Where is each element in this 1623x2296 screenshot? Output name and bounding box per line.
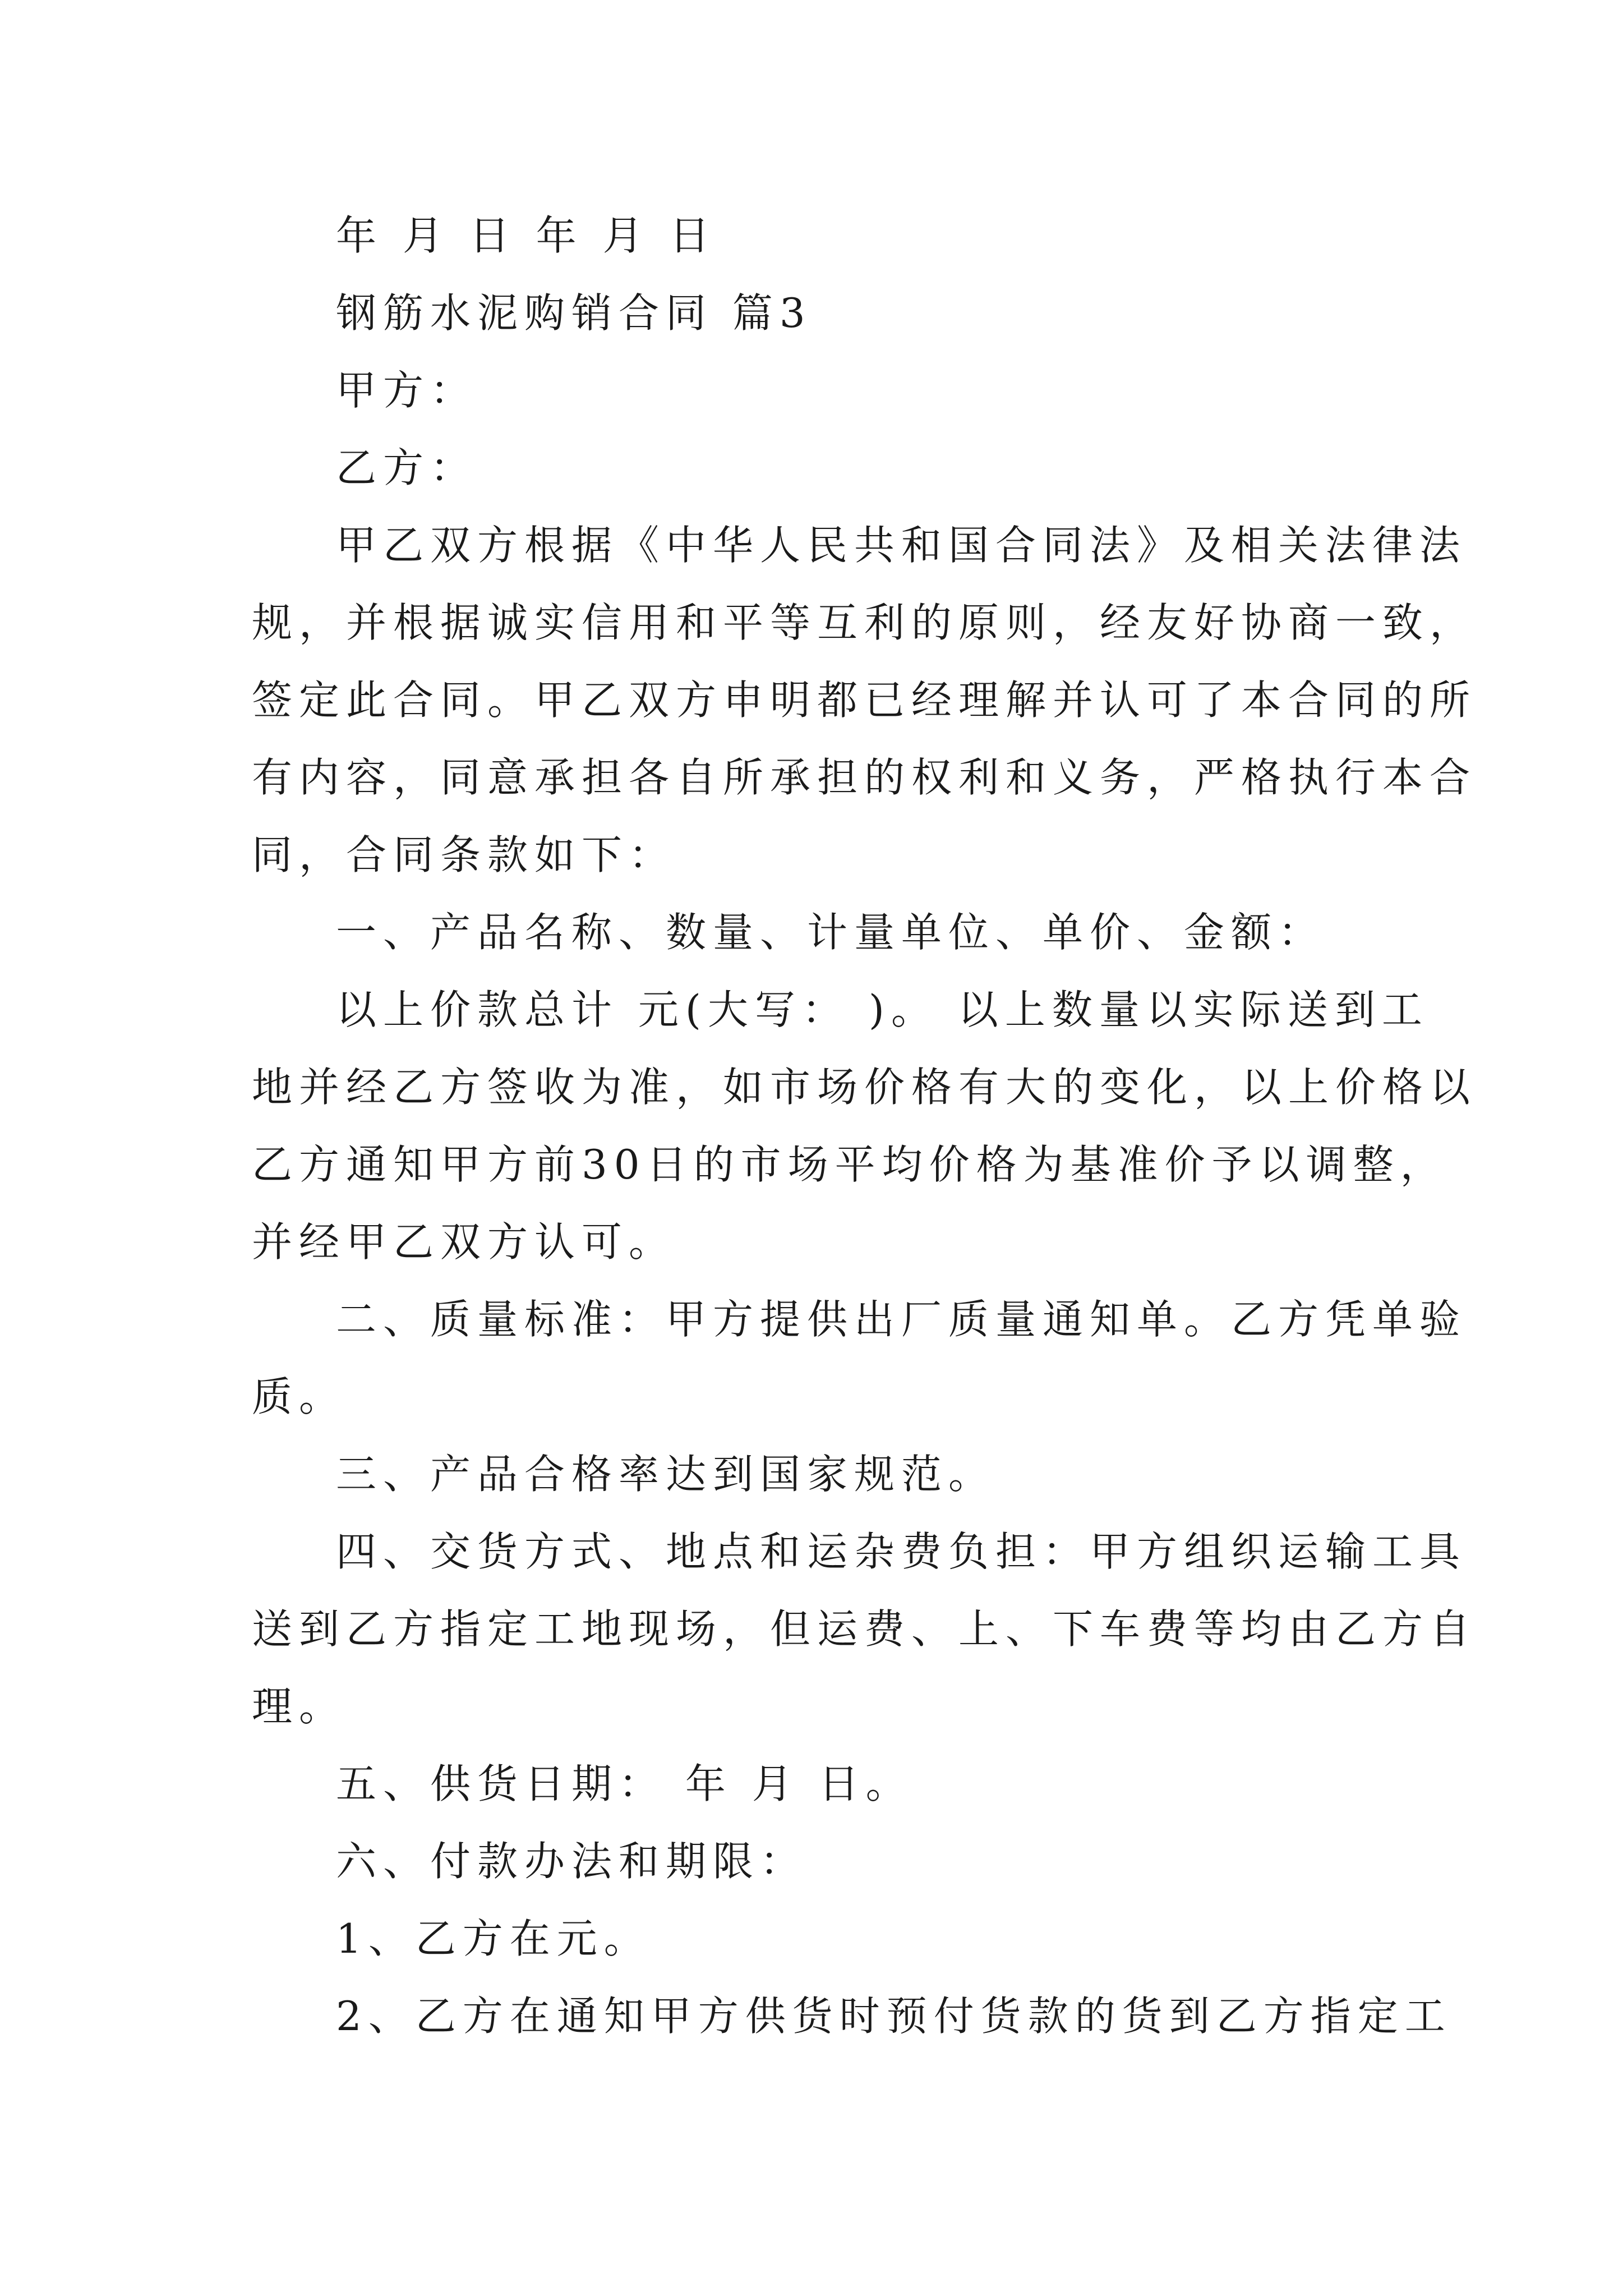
clause-heading: 四、交货方式、地点和运杂费负担：甲方组织运输工具	[336, 1528, 1467, 1575]
paragraph-line: 质。	[252, 1373, 347, 1420]
clause-heading: 二、质量标准：甲方提供出厂质量通知单。乙方凭单验	[336, 1296, 1467, 1343]
party-a-line: 甲方：	[336, 367, 478, 414]
paragraph-line: 并经甲乙双方认可。	[252, 1218, 676, 1266]
paragraph-line: 理。	[252, 1683, 347, 1730]
list-item: 2、乙方在通知甲方供货时预付货款的货到乙方指定工	[336, 1993, 1452, 2040]
list-item: 1、乙方在元。	[336, 1915, 651, 1962]
paragraph-line: 规，并根据诚实信用和平等互利的原则，经友好协商一致，	[252, 599, 1477, 646]
paragraph-line: 送到乙方指定工地现场，但运费、上、下车费等均由乙方自	[252, 1605, 1477, 1653]
section-title: 钢筋水泥购销合同 篇3	[336, 289, 812, 337]
date-line: 年 月 日 年 月 日	[336, 212, 717, 259]
paragraph-line: 甲乙双方根据《中华人民共和国合同法》及相关法律法	[336, 522, 1467, 569]
paragraph-line: 乙方通知甲方前30日的市场平均价格为基准价予以调整，	[252, 1141, 1447, 1188]
paragraph-line: 地并经乙方签收为准，如市场价格有大的变化，以上价格以	[252, 1064, 1477, 1111]
paragraph-line: 有内容，同意承担各自所承担的权利和义务，严格执行本合	[252, 754, 1477, 801]
clause-heading: 六、付款办法和期限：	[336, 1838, 808, 1885]
clause-heading: 五、供货日期： 年 月 日。	[336, 1760, 913, 1807]
clause-heading: 三、产品合格率达到国家规范。	[336, 1451, 996, 1498]
paragraph-line: 以上价款总计 元(大写： )。 以上数量以实际送到工	[336, 986, 1429, 1033]
paragraph-line: 签定此合同。甲乙双方申明都已经理解并认可了本合同的所	[252, 677, 1477, 724]
paragraph-line: 同，合同条款如下：	[252, 831, 676, 878]
party-b-line: 乙方：	[336, 444, 478, 491]
clause-heading: 一、产品名称、数量、计量单位、单价、金额：	[336, 909, 1326, 956]
